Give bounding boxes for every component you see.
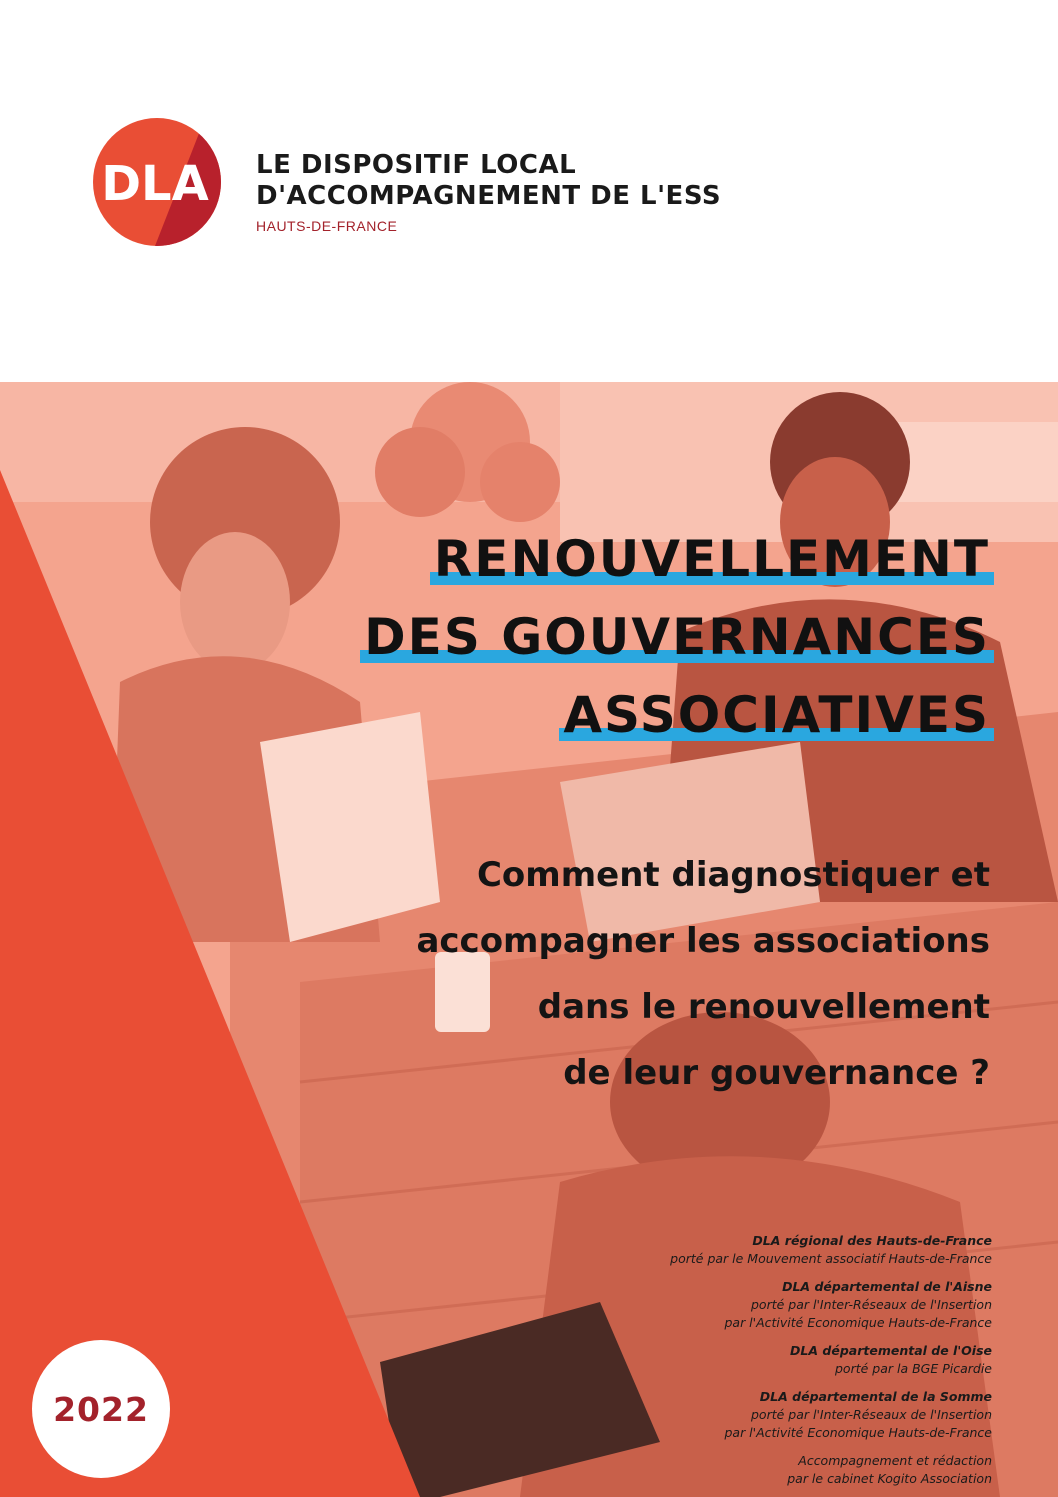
subtitle-line-2: accompagner les associations <box>416 921 990 961</box>
subtitle-line-3: dans le renouvellement <box>537 987 990 1027</box>
credit-head: DLA départemental de l'Aisne <box>782 1279 992 1294</box>
subtitle-line-4: de leur gouvernance ? <box>563 1053 990 1093</box>
subtitle-block <box>416 842 990 1106</box>
cover-hero <box>0 382 1058 1497</box>
dla-logo <box>93 118 221 246</box>
year-text: 2022 <box>53 1389 149 1429</box>
credit-line: porté par l'Inter-Réseaux de l'Insertion <box>750 1297 992 1312</box>
brand-line-1: LE DISPOSITIF LOCAL <box>256 150 577 180</box>
brand-block <box>256 150 721 234</box>
credits <box>670 1232 992 1497</box>
brand-line-2: D'ACCOMPAGNEMENT DE L'ESS <box>256 181 722 211</box>
credit-group <box>670 1342 992 1378</box>
credit-group <box>670 1388 992 1442</box>
brand-region: HAUTS-DE-FRANCE <box>256 218 398 234</box>
credit-group <box>670 1452 992 1488</box>
credit-line: par l'Activité Economique Hauts-de-France <box>724 1425 992 1440</box>
title-line-2: DES GOUVERNANCES <box>364 598 990 676</box>
title-line-3: ASSOCIATIVES <box>563 676 990 754</box>
title-line-1: RENOUVELLEMENT <box>434 520 990 598</box>
credit-group <box>670 1278 992 1332</box>
title-block <box>364 520 990 754</box>
credit-head: DLA départemental de l'Oise <box>790 1343 992 1358</box>
credit-line: porté par le Mouvement associatif Hauts-de-France <box>670 1251 992 1266</box>
credit-line: porté par la BGE Picardie <box>834 1361 992 1376</box>
credit-line: porté par l'Inter-Réseaux de l'Insertion <box>750 1407 992 1422</box>
credit-group <box>670 1232 992 1268</box>
credit-line: Accompagnement et rédaction <box>798 1453 992 1468</box>
credit-line: par le cabinet Kogito Association <box>787 1471 992 1486</box>
credit-line: par l'Activité Economique Hauts-de-France <box>724 1315 992 1330</box>
credit-head: DLA départemental de la Somme <box>759 1389 992 1404</box>
year-badge <box>32 1340 170 1478</box>
subtitle-line-1: Comment diagnostiquer et <box>476 855 990 895</box>
credit-head: DLA régional des Hauts-de-France <box>752 1233 992 1248</box>
logo-text: DLA <box>101 156 209 212</box>
header <box>0 0 1058 382</box>
